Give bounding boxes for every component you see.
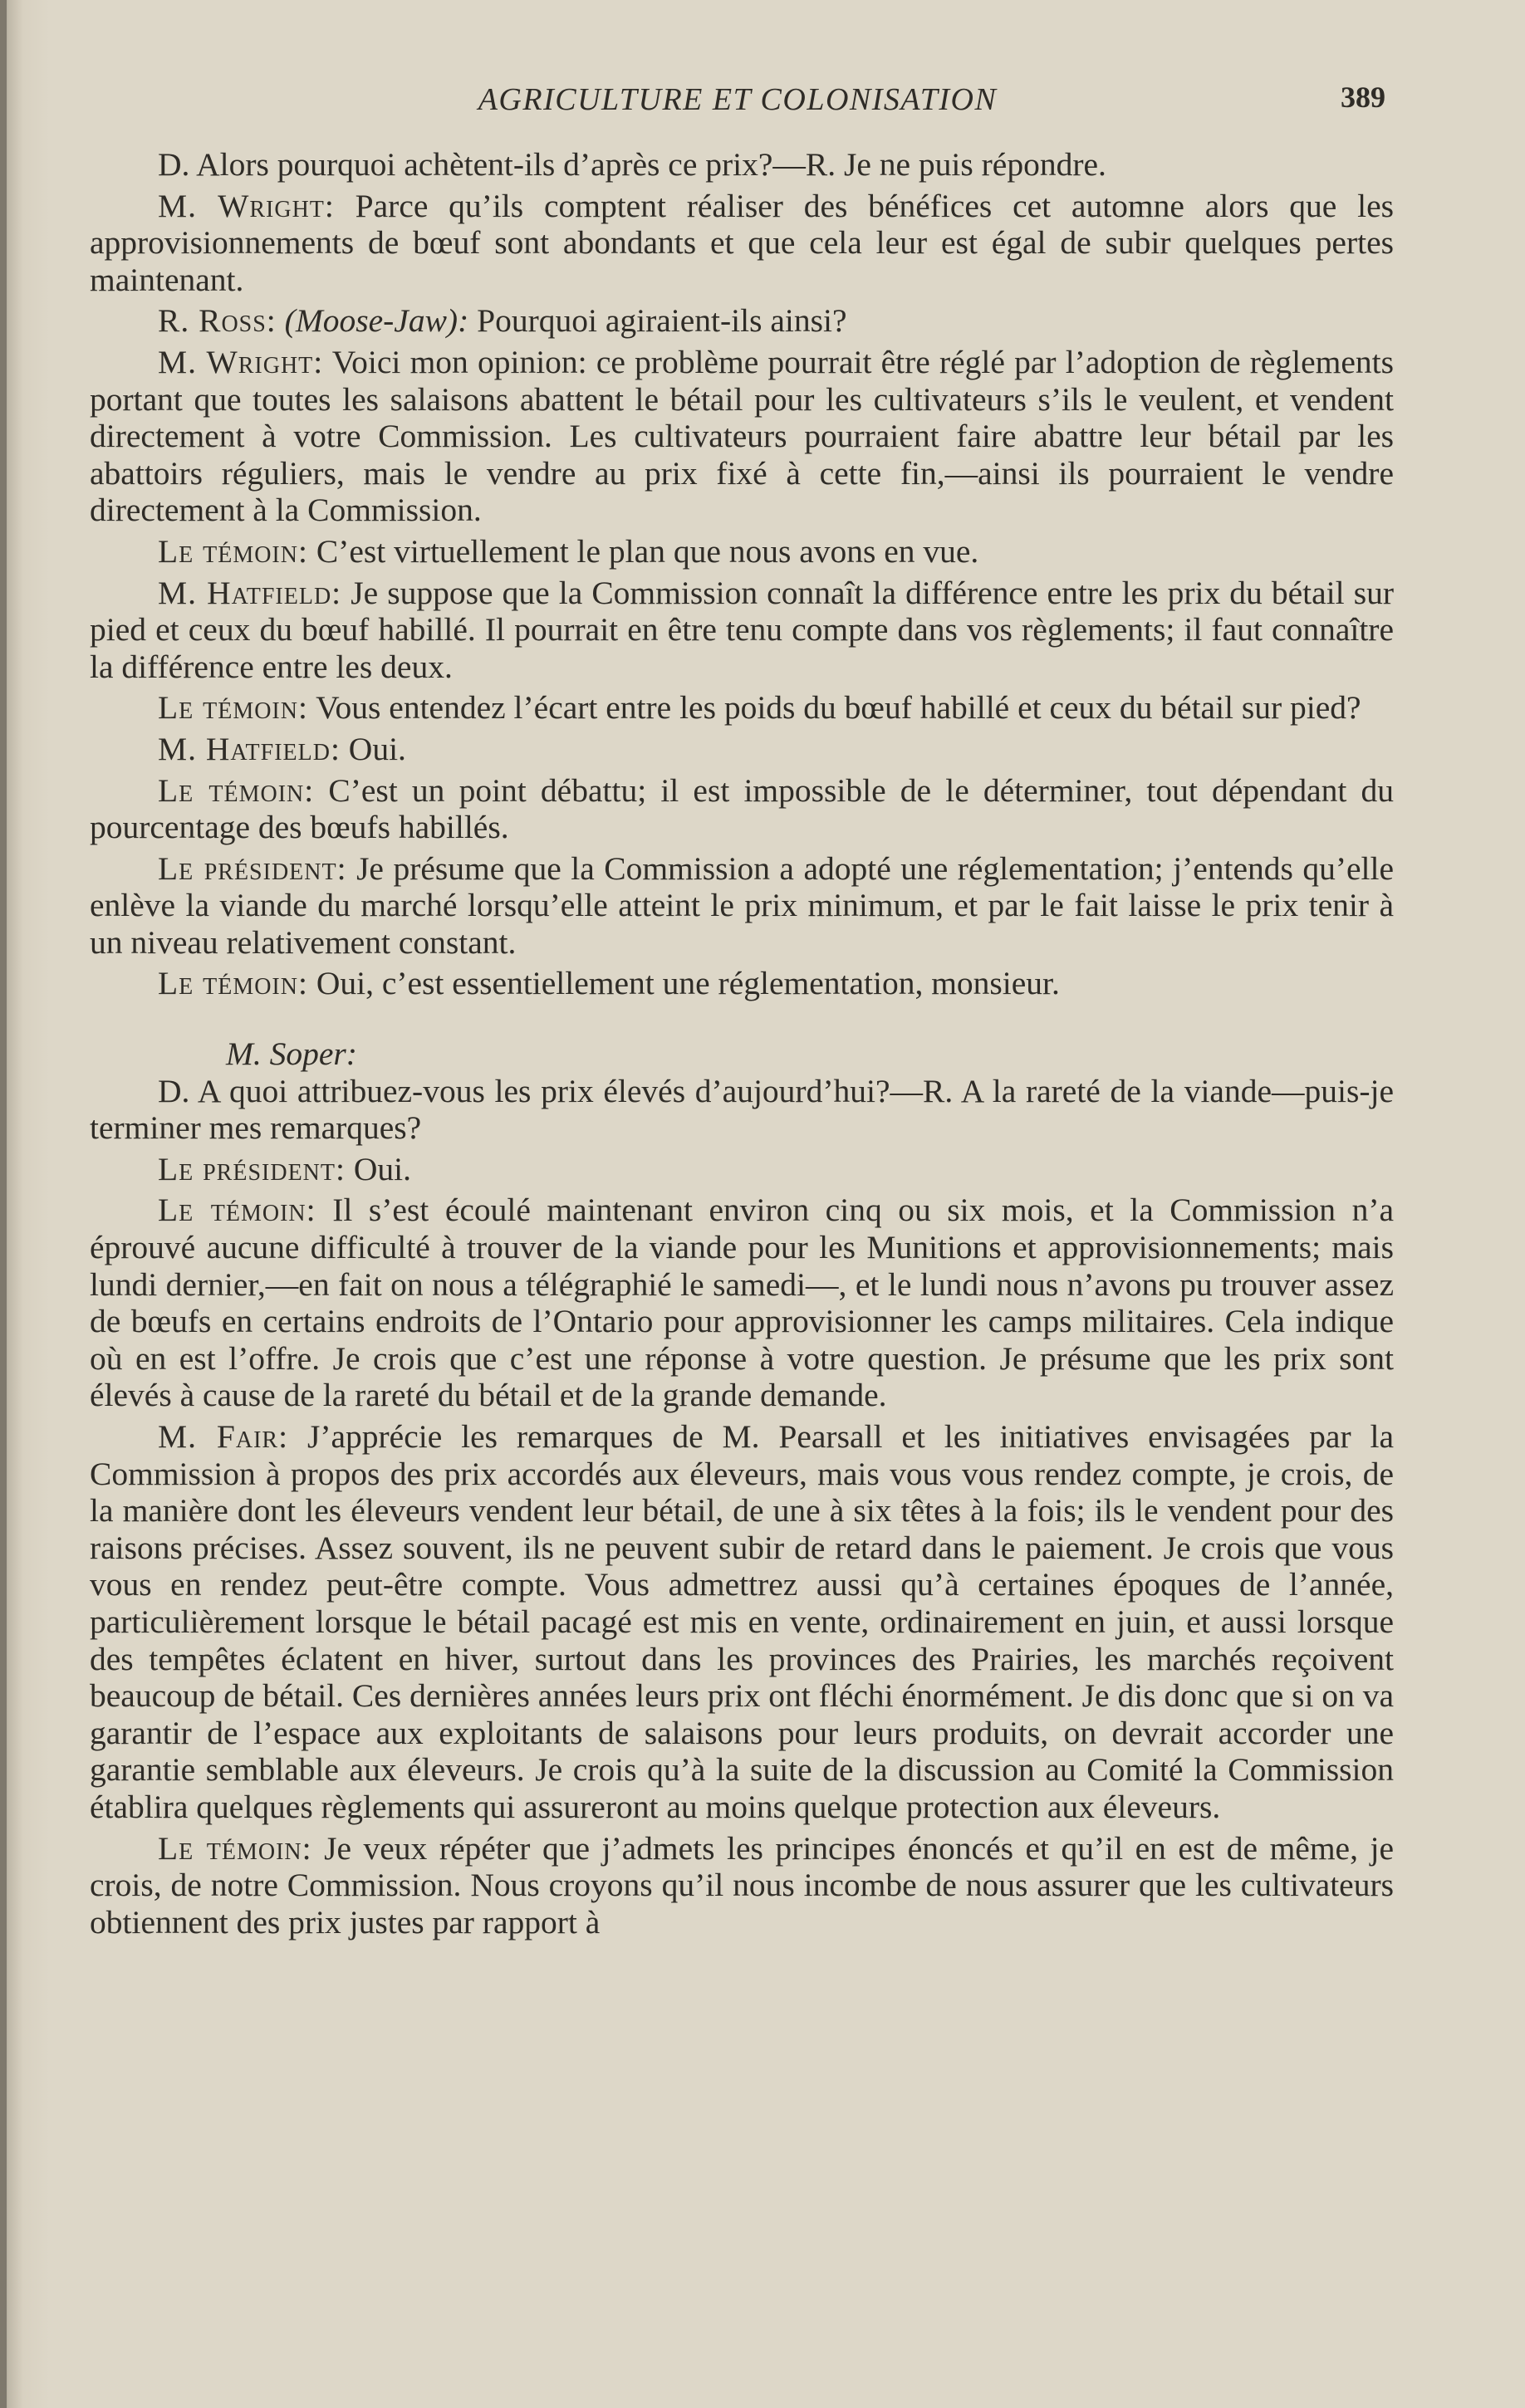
paragraph bbox=[90, 850, 1394, 962]
speaker: M. Wright: bbox=[158, 187, 335, 224]
speaker: M. Hatfield: bbox=[158, 574, 342, 611]
paragraph-text: D. A quoi attribuez-vous les prix élevés d’aujourd’hui?—R. A la rareté de la viande—puis-je terminer mes remarques? bbox=[90, 1072, 1394, 1147]
paragraph bbox=[90, 188, 1394, 299]
speaker: M. Wright: bbox=[158, 343, 324, 380]
paragraph-text: Vous entendez l’écart entre les poids du bœuf habillé et ceux du bétail sur pied? bbox=[316, 689, 1361, 727]
paragraph bbox=[90, 689, 1394, 727]
paragraph bbox=[90, 1418, 1394, 1826]
paragraph bbox=[90, 575, 1394, 686]
paragraph bbox=[90, 302, 1394, 340]
paragraph-text: Je suppose que la Commission connaît la différence entre les prix du bétail sur pied et ceux du bœuf habillé. Il pourrait en être tenu compte dans vos règlements; il faut connaître la différence entre les deux. bbox=[90, 574, 1394, 685]
speaker: M. Fair: bbox=[158, 1418, 289, 1455]
paragraph bbox=[90, 965, 1394, 1002]
speaker: Le témoin: bbox=[158, 532, 308, 570]
speaker: Le témoin: bbox=[158, 1192, 316, 1229]
paragraph-text: D. Alors pourquoi achètent-ils d’après ce prix?—R. Je ne puis répondre. bbox=[158, 146, 1106, 183]
paragraph-text: C’est un point débattu; il est impossible de le déterminer, tout dépendant du pourcentage des bœufs habillés. bbox=[90, 771, 1394, 846]
paragraph-text: C’est virtuellement le plan que nous avons en vue. bbox=[316, 532, 979, 570]
page-number: 389 bbox=[1341, 81, 1385, 114]
speaker: Le témoin: bbox=[158, 771, 315, 809]
paragraph-text: Oui. bbox=[348, 730, 406, 767]
paragraph bbox=[90, 146, 1394, 184]
page-header bbox=[90, 81, 1385, 131]
speaker: Le témoin: bbox=[158, 965, 308, 1002]
paragraph-text: Oui, c’est essentiellement une réglementation, monsieur. bbox=[316, 965, 1060, 1002]
paragraph bbox=[90, 731, 1394, 768]
paragraph-text: J’apprécie les remarques de M. Pearsall et les initiatives envisagées par la Commission à propos des prix accordés aux éleveurs, mais vous vous rendez compte, je crois, de la manière dont les éleveurs vendent leur bétail, de une à six têtes à la fois; ils le vendent pour des raisons précises. Assez souvent, ils ne peuvent subir de retard dans le paiement. Je crois que vous vous en rendez peut-être compte. Vous admettrez aussi qu’à certaines époques de l’année, particulièrement lorsque le bétail pacagé est mis en vente, ordinairement en juin, et aussi lorsque des tempêtes éclatent en hiver, surtout dans les provinces des Prairies, les marchés reçoivent beaucoup de bétail. Ces dernières années leurs prix ont fléchi énormément. Je dis donc que si on va garantir de l’espace aux exploitants de salaisons pour leurs produits, on devrait accorder une garantie semblable aux éleveurs. Je crois qu’à la suite de la discussion au Comité la Commission établira quelques règlements qui assureront au moins quelque protection aux éleveurs. bbox=[90, 1418, 1394, 1825]
paragraph-text: Voici mon opinion: ce problème pourrait être réglé par l’adoption de règlements portant que toutes les salaisons abattent le bétail pour les cultivateurs s’ils le veulent, et vendent directement à votre Commission. Les cultivateurs pourraient faire abattre leur bétail par les abattoirs réguliers, mais le vendre au prix fixé à cette fin,—ainsi ils pourraient le vendre directement à la Commission. bbox=[90, 343, 1394, 529]
paragraph bbox=[90, 1830, 1394, 1941]
paragraph bbox=[90, 533, 1394, 570]
paragraph-text: Je présume que la Commission a adopté une réglementation; j’entends qu’elle enlève la viande du marché lorsqu’elle atteint le prix minimum, et par le fait laisse le prix tenir à un niveau relativement constant. bbox=[90, 849, 1394, 961]
paragraph bbox=[90, 344, 1394, 529]
body-text bbox=[90, 146, 1394, 1945]
paragraph bbox=[90, 772, 1394, 846]
running-head: AGRICULTURE ET COLONISATION bbox=[478, 82, 998, 117]
section-title: M. Soper: bbox=[226, 1035, 357, 1073]
speaker: Le témoin: bbox=[158, 1829, 312, 1867]
paragraph bbox=[90, 1073, 1394, 1147]
section-heading bbox=[90, 1035, 1394, 1073]
speaker: Le témoin: bbox=[158, 689, 308, 727]
paragraph-text: Oui. bbox=[353, 1150, 411, 1187]
speaker: Le président: bbox=[158, 849, 347, 887]
paragraph-text: Je veux répéter que j’admets les principes énoncés et qu’il en est de même, je crois, de notre Commission. Nous croyons qu’il nous incombe de nous assurer que les cultivateurs obtiennent des prix justes par rapport à bbox=[90, 1829, 1394, 1941]
speaker: M. Hatfield: bbox=[158, 730, 341, 767]
binding-shadow bbox=[0, 0, 7, 2408]
paragraph bbox=[90, 1192, 1394, 1414]
speaker-riding: (Moose-Jaw): bbox=[284, 302, 469, 340]
paragraph-text: Il s’est écoulé maintenant environ cinq ou six mois, et la Commission n’a éprouvé aucune difficulté à trouver de la viande pour les Munitions et approvisionnements; mais lundi dernier,—en fait on nous a télégraphié le samedi—, et le lundi nous n’avons pu trouver assez de bœufs en certains endroits de l’Ontario pour approvisionner les camps militaires. Cela indique où en est l’offre. Je crois que c’est une réponse à votre question. Je présume que les prix sont élevés à cause de la rareté du bétail et de la grande demande. bbox=[90, 1192, 1395, 1414]
speaker: Le président: bbox=[158, 1150, 346, 1187]
paragraph bbox=[90, 1151, 1394, 1188]
paragraph-text: Pourquoi agiraient-ils ainsi? bbox=[477, 302, 847, 340]
paragraph-text: Parce qu’ils comptent réaliser des bénéfices cet automne alors que les approvisionnements de bœuf sont abondants et que cela leur est égal de subir quelques pertes maintenant. bbox=[90, 187, 1394, 298]
speaker: R. Ross: bbox=[158, 302, 277, 340]
